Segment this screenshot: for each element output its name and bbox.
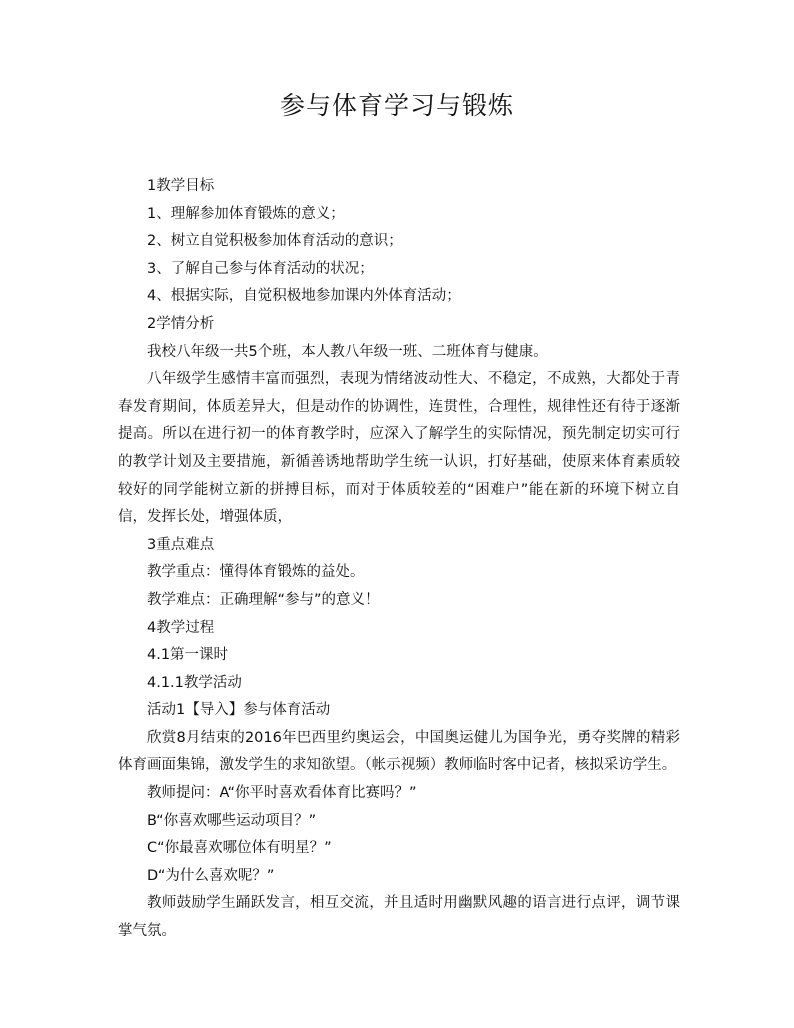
objective-item: 4、根据实际，自觉积极地参加课内外体育活动； bbox=[147, 288, 461, 305]
question-item: D“为什么喜欢呢？” bbox=[147, 867, 275, 884]
document-body bbox=[118, 173, 680, 946]
heading-teaching-process: 4教学过程 bbox=[147, 619, 215, 636]
objective-item: 1、理解参加体育锻炼的意义； bbox=[147, 205, 345, 222]
subheading-teaching-activities: 4.1.1教学活动 bbox=[147, 674, 242, 691]
objective-item: 3、了解自己参与体育活动的状况； bbox=[147, 260, 374, 277]
question-item: C“你最喜欢哪位体有明星？” bbox=[147, 840, 332, 857]
document-title: 参与体育学习与锻炼 bbox=[279, 91, 514, 120]
heading-teaching-objectives: 1教学目标 bbox=[147, 178, 215, 194]
difficulty-item: 教学难点：正确理解“参与”的意义！ bbox=[147, 591, 380, 608]
heading-key-points: 3重点难点 bbox=[147, 536, 215, 553]
body-paragraph: 我校八年级一共5个班，本人教八年级一班、二班体育与健康。 bbox=[147, 343, 548, 360]
question-item: 教师提问：A“你平时喜欢看体育比赛吗？” bbox=[147, 785, 417, 802]
activity-title: 活动1【导入】参与体育活动 bbox=[147, 702, 331, 719]
heading-student-analysis: 2学情分析 bbox=[147, 315, 215, 332]
body-paragraph: 八年级学生感情丰富而强烈，表现为情绪波动性大、不稳定，不成熟，大都处于青春发育期间，体质差异大，但是动作的协调性，连贯性，合理性，规律性还有待于逐渐提高。所以在进行初一的体育教学时，应深入了解学生的实际情况，预先制定切实可行的教学计划及主要措施，新循善诱地帮助学生统一认识，打好基础，使原来体育素质较较好的同学能树立新的拼搏目标，而对于体质较差的“困难户”能在新的环境下树立自信，发挥长处，增强体质， bbox=[118, 371, 680, 526]
key-point-item: 教学重点：懂得体育锻炼的益处。 bbox=[147, 564, 365, 581]
question-item: B“你喜欢哪些运动项目？” bbox=[147, 812, 317, 829]
body-paragraph: 教师鼓励学生踊跃发言，相互交流，并且适时用幽默风趣的语言进行点评，调节课掌气氛。 bbox=[118, 895, 680, 940]
subheading-lesson-1: 4.1第一课时 bbox=[147, 647, 229, 664]
body-paragraph: 欣赏8月结束的2016年巴西里约奥运会，中国奥运健儿为国争光，勇夺奖牌的精彩体育画面集锦，激发学生的求知欲望。（帐示视频）教师临时客中记者，核拟采访学生。 bbox=[118, 729, 680, 774]
objective-item: 2、树立自觉积极参加体育活动的意识； bbox=[147, 233, 403, 250]
